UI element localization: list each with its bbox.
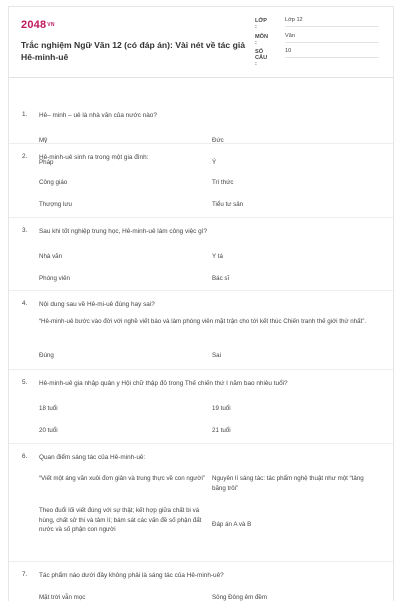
meta-count-value: 10 <box>285 48 379 58</box>
question-text: Hê– minh – uê là nhà văn của nước nào? <box>39 112 157 119</box>
question-number: 2. <box>22 153 28 160</box>
option-c[interactable]: Phóng viên <box>39 275 70 282</box>
option-b[interactable]: Trí thức <box>212 179 234 186</box>
option-d[interactable]: Tiểu tư sản <box>212 201 244 208</box>
option-c[interactable]: Thượng lưu <box>39 201 72 208</box>
option-c[interactable]: Theo đuổi lối viết đúng với sự thật; kết hợp giữa chất bi và hùng, chất sử thi và tâm lí; bám sát các vấn đề số phận đất nước và số phận con người <box>39 507 202 533</box>
option-d[interactable]: Ý <box>212 159 217 166</box>
option-a[interactable]: “Viết một áng văn xuôi đơn giản và trung thực về con người” <box>39 475 205 482</box>
option-d[interactable]: 21 tuổi <box>212 427 231 434</box>
option-a[interactable]: Công giáo <box>39 179 68 186</box>
option-a[interactable]: Mỹ <box>39 137 48 144</box>
question-text: Hê-minh-uê sinh ra trong một gia đình: <box>39 154 149 161</box>
option-a[interactable]: 18 tuổi <box>39 405 58 412</box>
question-divider <box>9 443 393 444</box>
question-divider <box>9 217 393 218</box>
header-divider <box>9 77 393 78</box>
meta-subject-value: Văn <box>285 33 379 43</box>
option-a[interactable]: Mặt trời vẫn mọc <box>39 594 86 601</box>
option-b[interactable]: Y tá <box>212 253 223 260</box>
question-divider <box>9 369 393 370</box>
site-logo[interactable]: 2048VN <box>21 19 55 31</box>
quiz-title: Trắc nghiệm Ngữ Văn 12 (có đáp án): Vài nét về tác giả Hê-minh-uê <box>21 40 245 62</box>
question-number: 1. <box>22 111 28 118</box>
meta-class-value: Lớp 12 <box>285 17 379 27</box>
question-text: Hê-minh-uê gia nhập quân y Hội chữ thập đỏ trong Thế chiến thứ I năm bao nhiêu tuổi? <box>39 380 288 387</box>
question-number: 6. <box>22 453 28 460</box>
quiz-header <box>9 7 393 71</box>
question-divider <box>9 290 393 291</box>
meta-count-label: SỐ CÂU : <box>255 49 268 67</box>
logo-suffix: VN <box>47 22 55 29</box>
question-text: Sau khi tốt nghiệp trung học, Hê-minh-uê làm công việc gì? <box>39 228 208 235</box>
option-b[interactable]: Sông Đông êm đềm <box>212 594 268 601</box>
option-d[interactable]: Bác sĩ <box>212 275 230 282</box>
option-b[interactable]: Đức <box>212 137 224 144</box>
option-b[interactable]: Nguyên lí sáng tác: tác phẩm nghệ thuật như một “tảng băng trôi” <box>212 475 364 492</box>
question-number: 7. <box>22 571 28 578</box>
option-b[interactable]: Sai <box>212 352 221 359</box>
question-text: Tác phẩm nào dưới đây không phải là sáng tác của Hê-minh-uê? <box>39 572 224 579</box>
question-quote: “Hê-minh-uê bước vào đời với nghề viết báo và làm phóng viên mặt trận cho tới kết thúc Chiến tranh thế giới thứ nhất”. <box>39 318 367 325</box>
question-number: 5. <box>22 379 28 386</box>
quiz-sheet <box>8 6 394 601</box>
option-c[interactable]: 20 tuổi <box>39 427 58 434</box>
question-divider <box>9 143 393 144</box>
question-divider <box>9 561 393 562</box>
meta-subject-label: MÔN : <box>255 34 269 46</box>
question-number: 3. <box>22 227 28 234</box>
question-text: Quan điểm sáng tác của Hê-minh-uê: <box>39 454 146 461</box>
question-text: Nội dung sau về Hê-mi-uê đúng hay sai? <box>39 301 155 308</box>
question-number: 4. <box>22 300 28 307</box>
option-b[interactable]: 19 tuổi <box>212 405 231 412</box>
option-a[interactable]: Nhà văn <box>39 253 63 260</box>
option-a[interactable]: Đúng <box>39 352 54 359</box>
meta-class-label: LỚP : <box>255 18 267 30</box>
option-d[interactable]: Đáp án A và B <box>212 521 252 528</box>
option-c[interactable]: Pháp <box>39 159 54 166</box>
